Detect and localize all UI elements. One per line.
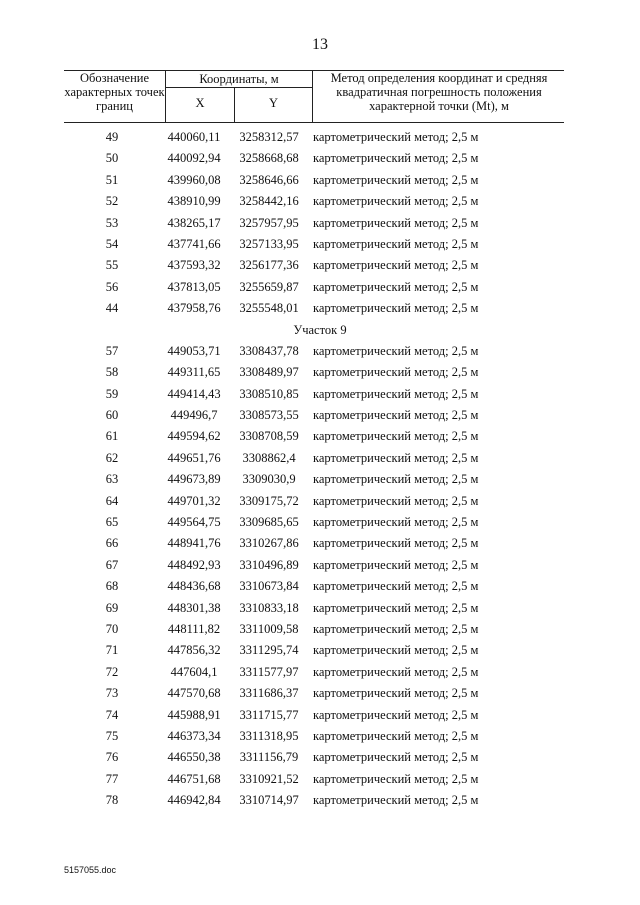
header-coord-rule [166, 87, 312, 88]
method-cell: картометрический метод; 2,5 м [313, 621, 479, 636]
table-row [0, 640, 640, 661]
method-cell: картометрический метод; 2,5 м [313, 493, 479, 508]
point-number: 49 [105, 130, 119, 144]
coord-y: 3255659,87 [239, 279, 299, 294]
coord-x: 449564,75 [167, 515, 221, 530]
table-row [0, 705, 640, 726]
coord-x: 448941,76 [167, 536, 221, 551]
table-row [0, 234, 640, 255]
table-row [0, 405, 640, 426]
coord-x: 449651,76 [167, 450, 221, 465]
point-number: 55 [105, 258, 119, 273]
method-cell: картометрический метод; 2,5 м [313, 686, 479, 701]
method-cell: картометрический метод; 2,5 м [313, 707, 479, 722]
table-row [0, 555, 640, 576]
coord-y: 3258668,68 [239, 151, 299, 166]
method-cell: картометрический метод; 2,5 м [313, 579, 479, 594]
coord-y: 3308573,55 [239, 408, 299, 423]
method-cell: картометрический метод; 2,5 м [313, 750, 479, 765]
coord-x: 440060,11 [167, 130, 221, 144]
coord-x: 449414,43 [167, 386, 221, 401]
coord-y: 3256177,36 [239, 258, 299, 273]
table-header [64, 70, 564, 122]
coord-x: 449673,89 [167, 472, 221, 487]
table-row [0, 533, 640, 554]
coord-x: 448301,38 [167, 600, 221, 615]
table-row [0, 619, 640, 640]
coord-y: 3310921,52 [239, 771, 299, 786]
coord-y: 3311577,97 [239, 664, 299, 679]
method-cell: картометрический метод; 2,5 м [313, 194, 479, 209]
method-cell: картометрический метод; 2,5 м [313, 450, 479, 465]
header-x-label: X [195, 96, 205, 110]
method-cell: картометрический метод; 2,5 м [313, 258, 479, 273]
coord-x: 447856,32 [167, 643, 221, 658]
point-number: 72 [105, 664, 119, 679]
table-row [0, 747, 640, 768]
coord-y: 3310496,89 [239, 557, 299, 572]
coord-y: 3311156,79 [239, 750, 299, 765]
point-number: 65 [105, 515, 119, 530]
coord-x: 448436,68 [167, 579, 221, 594]
point-number: 51 [105, 172, 119, 187]
point-number: 52 [105, 194, 119, 209]
method-cell: картометрический метод; 2,5 м [313, 151, 479, 166]
coord-x: 437741,66 [167, 236, 221, 251]
point-number: 60 [105, 408, 119, 423]
method-cell: картометрический метод; 2,5 м [313, 386, 479, 401]
point-number: 73 [105, 686, 119, 701]
page-number: 13 [312, 36, 328, 53]
coord-x: 446942,84 [167, 793, 221, 808]
coord-y: 3308489,97 [239, 365, 299, 380]
table-row [0, 277, 640, 298]
table-row [0, 426, 640, 447]
point-number: 76 [105, 750, 119, 765]
point-number: 70 [105, 621, 119, 636]
table-row [0, 790, 640, 811]
coord-y: 3310267,86 [239, 536, 299, 551]
table-row [0, 384, 640, 405]
point-number: 69 [105, 600, 119, 615]
point-number: 61 [105, 429, 119, 444]
coord-x: 447604,1 [170, 664, 218, 679]
coord-x: 449053,71 [167, 343, 221, 358]
table-row [0, 512, 640, 533]
coord-x: 438910,99 [167, 194, 221, 209]
method-cell: картометрический метод; 2,5 м [313, 365, 479, 380]
header-method-label: Метод определения координат и средняя квадратичная погрешность положения характерной точки (Mt), м [330, 71, 548, 113]
coord-y: 3255548,01 [239, 301, 299, 316]
coord-y: 3308510,85 [239, 386, 299, 401]
table-row [0, 213, 640, 234]
point-number: 62 [105, 450, 119, 465]
coord-y: 3309175,72 [239, 493, 299, 508]
point-number: 44 [105, 301, 119, 316]
table-row [0, 448, 640, 469]
point-number: 71 [105, 643, 119, 658]
coord-y: 3311318,95 [239, 728, 299, 743]
coord-x: 439960,08 [167, 172, 221, 187]
coord-y: 3310714,97 [239, 793, 299, 808]
table-row [0, 598, 640, 619]
method-cell: картометрический метод; 2,5 м [313, 215, 479, 230]
point-number: 50 [105, 151, 119, 166]
method-cell: картометрический метод; 2,5 м [313, 771, 479, 786]
point-number: 78 [105, 793, 119, 808]
coord-x: 448492,93 [167, 557, 221, 572]
coord-x: 440092,94 [167, 151, 221, 166]
table-row [0, 191, 640, 212]
method-cell: картометрический метод; 2,5 м [313, 236, 479, 251]
coord-x: 449311,65 [167, 365, 221, 380]
table-row [0, 683, 640, 704]
table-row [0, 726, 640, 747]
coord-x: 437958,76 [167, 301, 221, 316]
point-number: 67 [105, 557, 119, 572]
method-cell: картометрический метод; 2,5 м [313, 515, 479, 530]
method-cell: картометрический метод; 2,5 м [313, 664, 479, 679]
method-cell: картометрический метод; 2,5 м [313, 557, 479, 572]
point-number: 74 [105, 707, 119, 722]
table-row [0, 170, 640, 191]
coord-x: 449496,7 [170, 408, 218, 423]
coord-x: 446751,68 [167, 771, 221, 786]
method-cell: картометрический метод; 2,5 м [313, 793, 479, 808]
table-row [0, 255, 640, 276]
coord-x: 438265,17 [167, 215, 221, 230]
coord-x: 437593,32 [167, 258, 221, 273]
method-cell: картометрический метод; 2,5 м [313, 172, 479, 187]
footer-filename: 5157055.doc [64, 865, 117, 875]
method-cell: картометрический метод; 2,5 м [313, 130, 479, 144]
coord-x: 446550,38 [167, 750, 221, 765]
point-number: 64 [105, 493, 119, 508]
coord-x: 449701,32 [167, 493, 221, 508]
method-cell: картометрический метод; 2,5 м [313, 600, 479, 615]
header-y-label: Y [268, 96, 279, 110]
method-cell: картометрический метод; 2,5 м [313, 728, 479, 743]
point-number: 75 [105, 728, 119, 743]
coord-y: 3258442,16 [239, 194, 299, 209]
method-cell: картометрический метод; 2,5 м [313, 643, 479, 658]
coord-y: 3258646,66 [239, 172, 299, 187]
coord-y: 3309685,65 [239, 515, 299, 530]
table-row [0, 341, 640, 362]
point-number: 66 [105, 536, 119, 551]
point-number: 63 [105, 472, 119, 487]
method-cell: картометрический метод; 2,5 м [313, 472, 479, 487]
point-number: 59 [105, 386, 119, 401]
method-cell: картометрический метод; 2,5 м [313, 301, 479, 316]
table-row [0, 769, 640, 790]
table-row [0, 662, 640, 683]
coord-x: 447570,68 [167, 686, 221, 701]
coord-x: 437813,05 [167, 279, 221, 294]
point-number: 54 [105, 236, 119, 251]
coord-x: 445988,91 [167, 707, 221, 722]
method-cell: картометрический метод; 2,5 м [313, 343, 479, 358]
header-divider-2 [312, 70, 313, 122]
table-row [0, 298, 640, 319]
coord-y: 3311715,77 [239, 707, 299, 722]
table-row [0, 362, 640, 383]
coord-y: 3257957,95 [239, 215, 299, 230]
point-number: 68 [105, 579, 119, 594]
method-cell: картометрический метод; 2,5 м [313, 536, 479, 551]
table-row [0, 127, 640, 148]
coord-y: 3257133,95 [239, 236, 299, 251]
method-cell: картометрический метод; 2,5 м [313, 429, 479, 444]
header-bottom-rule [64, 122, 564, 123]
coord-y: 3308708,59 [239, 429, 299, 444]
table-row [0, 469, 640, 490]
point-number: 53 [105, 215, 119, 230]
point-number: 56 [105, 279, 119, 294]
coord-y: 3308437,78 [239, 343, 299, 358]
method-cell: картометрический метод; 2,5 м [313, 279, 479, 294]
method-cell: картометрический метод; 2,5 м [313, 408, 479, 423]
coord-y: 3310833,18 [239, 600, 299, 615]
coord-y: 3308862,4 [242, 450, 296, 465]
coord-y: 3311686,37 [239, 686, 299, 701]
section-label: Участок 9 [293, 322, 347, 337]
coord-y: 3310673,84 [239, 579, 299, 594]
point-number: 58 [105, 365, 119, 380]
table-row [0, 491, 640, 512]
coord-x: 449594,62 [167, 429, 221, 444]
point-number: 57 [105, 343, 119, 358]
header-point-label: Обозначение характерных точек границ [64, 71, 165, 113]
section-heading [0, 320, 640, 341]
table-body [0, 127, 640, 812]
coord-x: 448111,82 [167, 621, 221, 636]
table-row [0, 576, 640, 597]
coord-y: 3309030,9 [242, 472, 296, 487]
point-number: 77 [105, 771, 119, 786]
coord-x: 446373,34 [167, 728, 221, 743]
coord-y: 3311295,74 [239, 643, 299, 658]
coord-y: 3258312,57 [239, 130, 299, 144]
coord-y: 3311009,58 [239, 621, 299, 636]
header-coordinates-label: Координаты, м [199, 72, 279, 86]
table-row [0, 148, 640, 169]
